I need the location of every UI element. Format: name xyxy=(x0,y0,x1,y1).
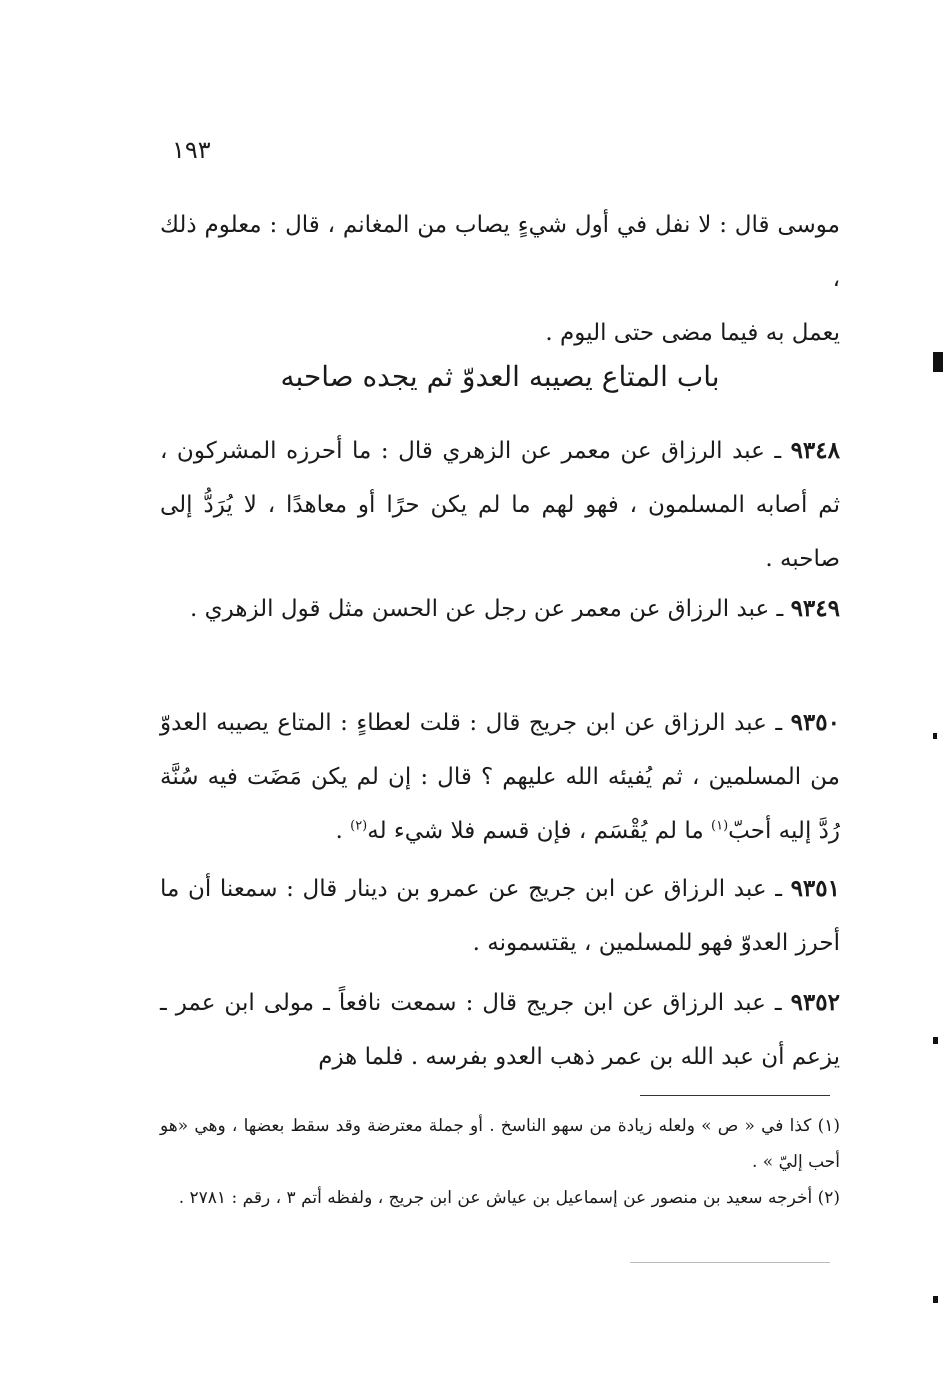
entry-text: ـ عبد الرزاق عن ابن جريج قال : قلت لعطاءٍ : المتاع يصيبه العدوّ من المسلمين ، ثم يُفيئه الله عليهم ؟ قال : إن لم يكن مَضَت فيه سُنَّة رُدَّ إليه أحبّ xyxy=(160,710,840,844)
page-edge-mark xyxy=(933,352,943,372)
hadith-entry xyxy=(160,976,840,1084)
page-edge-mark xyxy=(933,733,937,739)
footnote-divider xyxy=(640,1095,830,1096)
footnote-1: (١) كذا في « ص » ولعله زيادة من سهو الناسخ . أو جملة معترضة وقد سقط بعضها ، وهي «هو أحب إليّ » . xyxy=(160,1116,840,1172)
hadith-entry xyxy=(160,424,840,586)
footnote-ref: (٢) xyxy=(350,818,368,834)
entry-text: ـ عبد الرزاق عن معمر عن رجل عن الحسن مثل قول الزهري . xyxy=(190,596,791,622)
entry-number: ٩٣٥٠ xyxy=(790,709,840,736)
page-edge-mark xyxy=(933,1296,938,1303)
hadith-entry xyxy=(160,862,840,970)
intro-line-1: موسى قال : لا نفل في أول شيءٍ يصاب من المغانم ، قال : معلوم ذلك ، xyxy=(160,212,840,292)
intro-line-2: يعمل به فيما مضى حتى اليوم . xyxy=(545,320,840,346)
entry-number: ٩٣٤٨ xyxy=(790,437,840,464)
footnote-2: (٢) أخرجه سعيد بن منصور عن إسماعيل بن عياش عن ابن جريج ، ولفظه أتم ٣ ، رقم : ٢٧٨١ . xyxy=(178,1188,840,1208)
page-edge-mark xyxy=(933,1037,938,1044)
entry-number: ٩٣٤٩ xyxy=(790,595,840,622)
intro-paragraph xyxy=(160,198,840,360)
entry-text: ما لم يُقْسَم ، فإن قسم فلا شيء له xyxy=(367,818,712,844)
footnotes xyxy=(160,1108,840,1216)
hadith-entry xyxy=(160,582,840,636)
entry-text: . xyxy=(335,818,351,844)
entry-number: ٩٣٥٢ xyxy=(790,989,840,1016)
bottom-rule xyxy=(630,1262,830,1263)
entry-text: ـ عبد الرزاق عن معمر عن الزهري قال : ما أحرزه المشركون ، ثم أصابه المسلمون ، فهو لهم ما لم يكن حرًا أو معاهدًا ، لا يُرَدُّ إلى صاحبه . xyxy=(160,438,840,572)
entry-number: ٩٣٥١ xyxy=(790,875,840,902)
page-number: ١٩٣ xyxy=(172,136,211,164)
entry-text: ـ عبد الرزاق عن ابن جريج عن عمرو بن دينار قال : سمعنا أن ما أحرز العدوّ فهو للمسلمين ، يقتسمونه . xyxy=(160,876,840,956)
hadith-entry xyxy=(160,696,840,858)
section-heading: باب المتاع يصيبه العدوّ ثم يجده صاحبه xyxy=(280,360,720,393)
footnote-ref: (١) xyxy=(711,818,729,834)
entry-text: ـ عبد الرزاق عن ابن جريج قال : سمعت نافعاً ـ مولى ابن عمر ـ يزعم أن عبد الله بن عمر ذهب العدو بفرسه . فلما هزم xyxy=(160,990,840,1070)
